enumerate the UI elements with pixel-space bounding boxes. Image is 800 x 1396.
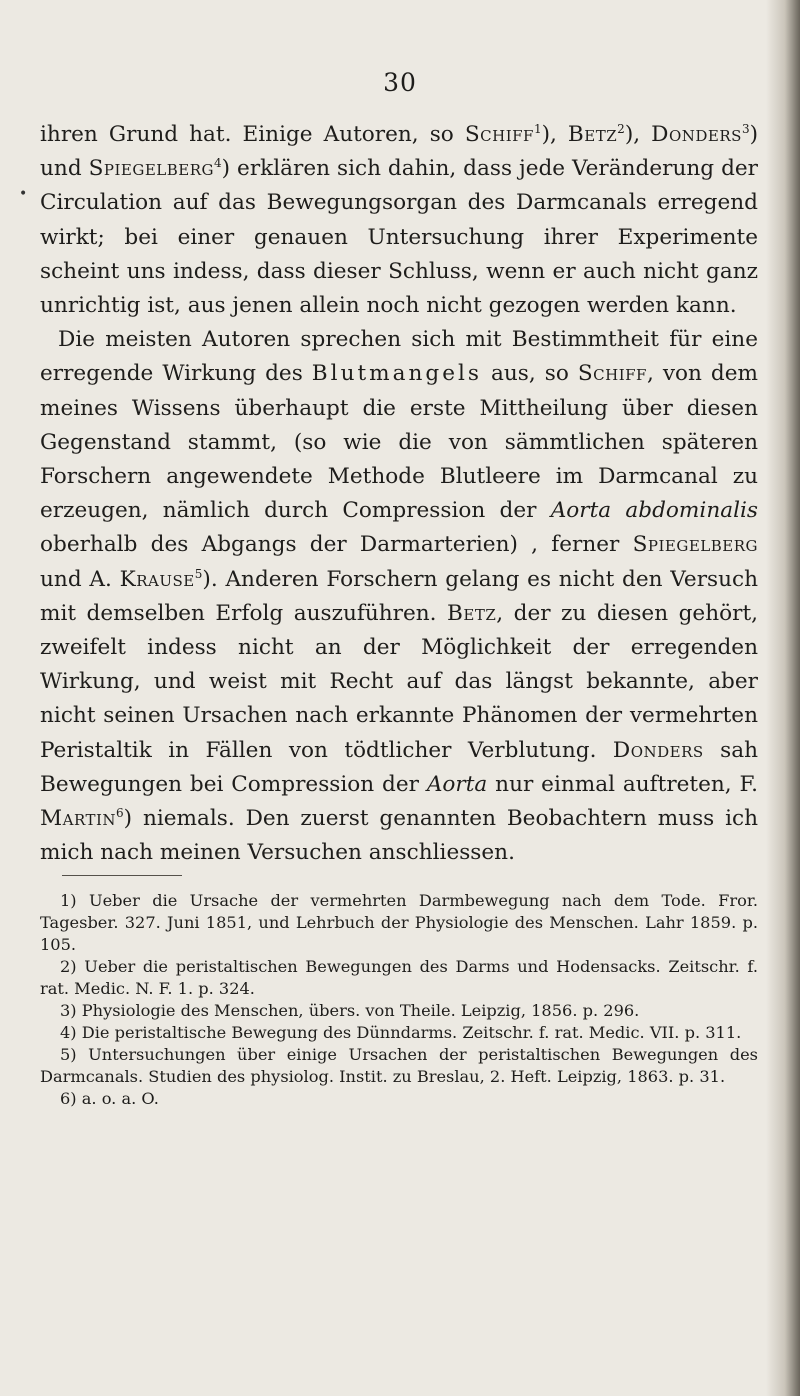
- footnote-2: 2) Ueber die peristaltischen Bewegungen des Darms und Hodensacks. Zeitschr. f. rat. Medic. N. F. 1. p. 324.: [40, 957, 758, 998]
- text-run: ihren Grund hat. Einige Autoren, so: [40, 122, 465, 147]
- margin-mark: •: [19, 186, 28, 202]
- text-run: ) und: [40, 122, 759, 182]
- footnote-3: 3) Physiologie des Menschen, übers. von Theile. Leipzig, 1856. p. 296.: [60, 1001, 640, 1020]
- paragraph-2: [40, 323, 758, 870]
- text-run: ) niemals. Den zuerst genannten Beobachtern muss ich mich nach meinen Versuchen anschliessen.: [40, 806, 758, 866]
- text-run: oberhalb des Abgangs der Darmarterien) , ferner: [40, 532, 633, 558]
- footnote-4: 4) Die peristaltische Bewegung des Dünndarms. Zeitschr. f. rat. Medic. VII. p. 311.: [60, 1023, 742, 1042]
- author-name: Martin: [40, 806, 117, 832]
- footnote-6: 6) a. o. a. O.: [60, 1089, 159, 1108]
- footnote-ref: 4: [214, 156, 222, 171]
- text-run: aus, so: [482, 361, 578, 387]
- page-number: 30: [383, 68, 417, 97]
- author-name: Schiff: [577, 361, 647, 387]
- footnote-ref: 2: [617, 122, 625, 136]
- footnote-ref: 6: [116, 806, 124, 821]
- footnote-1: 1) Ueber die Ursache der vermehrten Darmbewegung nach dem Tode. Fror. Tagesber. 327. Juni 1851, und Lehrbuch der Physiologie des Menschen. Lahr 1859. p. 105.: [40, 891, 758, 954]
- footnotes: [40, 890, 758, 1110]
- footnote-ref: 1: [533, 122, 542, 136]
- text-run: ),: [541, 122, 568, 147]
- paragraph-1: [40, 118, 758, 323]
- text-run: und A.: [40, 566, 120, 592]
- text-run: , der zu diesen gehört, zweifelt indess nicht an der Möglichkeit der erregenden Wirkung, und weist mit Recht auf das längst bekannte, aber nicht seinen Ursachen nach erkannte Phänomen der vermehrten Peristaltik in Fällen von tödtlicher Verblutung.: [40, 600, 758, 763]
- text-run: Die meisten Autoren sprechen sich mit Bestimmtheit für eine erregende Wirkung des: [40, 327, 758, 387]
- author-name: Krause: [119, 566, 195, 592]
- author-name: Betz: [447, 600, 497, 626]
- text-run: ),: [624, 122, 652, 147]
- author-name: Betz: [567, 122, 618, 147]
- author-name: Spiegelberg: [88, 156, 215, 182]
- main-text: [40, 118, 758, 870]
- latin-term: Aorta abdominalis: [550, 498, 758, 524]
- latin-term: Aorta: [426, 771, 488, 797]
- footnote-ref: 5: [194, 566, 203, 581]
- footnote-rule: [62, 875, 182, 876]
- author-name: Donders: [612, 737, 704, 763]
- author-name: Spiegelberg: [632, 532, 758, 558]
- author-name: Donders: [651, 122, 742, 147]
- page-edge-shadow: [766, 0, 800, 1396]
- footnote-5: 5) Untersuchungen über einige Ursachen der peristaltischen Bewegungen des Darmcanals. Studien des physiolog. Instit. zu Breslau, 2. Heft. Leipzig, 1863. p. 31.: [40, 1045, 758, 1086]
- text-run: sah Bewegungen bei Compression der: [40, 737, 758, 797]
- text-run: ). Anderen Forschern gelang es nicht den Versuch mit demselben Erfolg auszuführen.: [40, 566, 759, 626]
- text-run: nur einmal auftreten, F.: [487, 771, 758, 797]
- text-run: ) erklären sich dahin, dass jede Veränderung der Circulation auf das Bewegungsorgan des Darmcanals erregend wirkt; bei einer genauen Untersuchung ihrer Experimente scheint uns indess, dass dieser Schluss, wenn er auch nicht ganz unrichtig ist, aus jenen allein noch nicht gezogen werden kann.: [40, 156, 758, 319]
- text-run: , von dem meines Wissens überhaupt die erste Mittheilung über diesen Gegenstand stammt, (so wie die von sämmtlichen späteren Forschern angewendete Methode Blutleere im Darmcanal zu erzeugen, nämlich durch Compression der: [40, 361, 759, 524]
- spaced-emphasis: Blutmangels: [311, 361, 483, 387]
- footnote-ref: 3: [741, 122, 750, 136]
- author-name: Schiff: [464, 122, 534, 147]
